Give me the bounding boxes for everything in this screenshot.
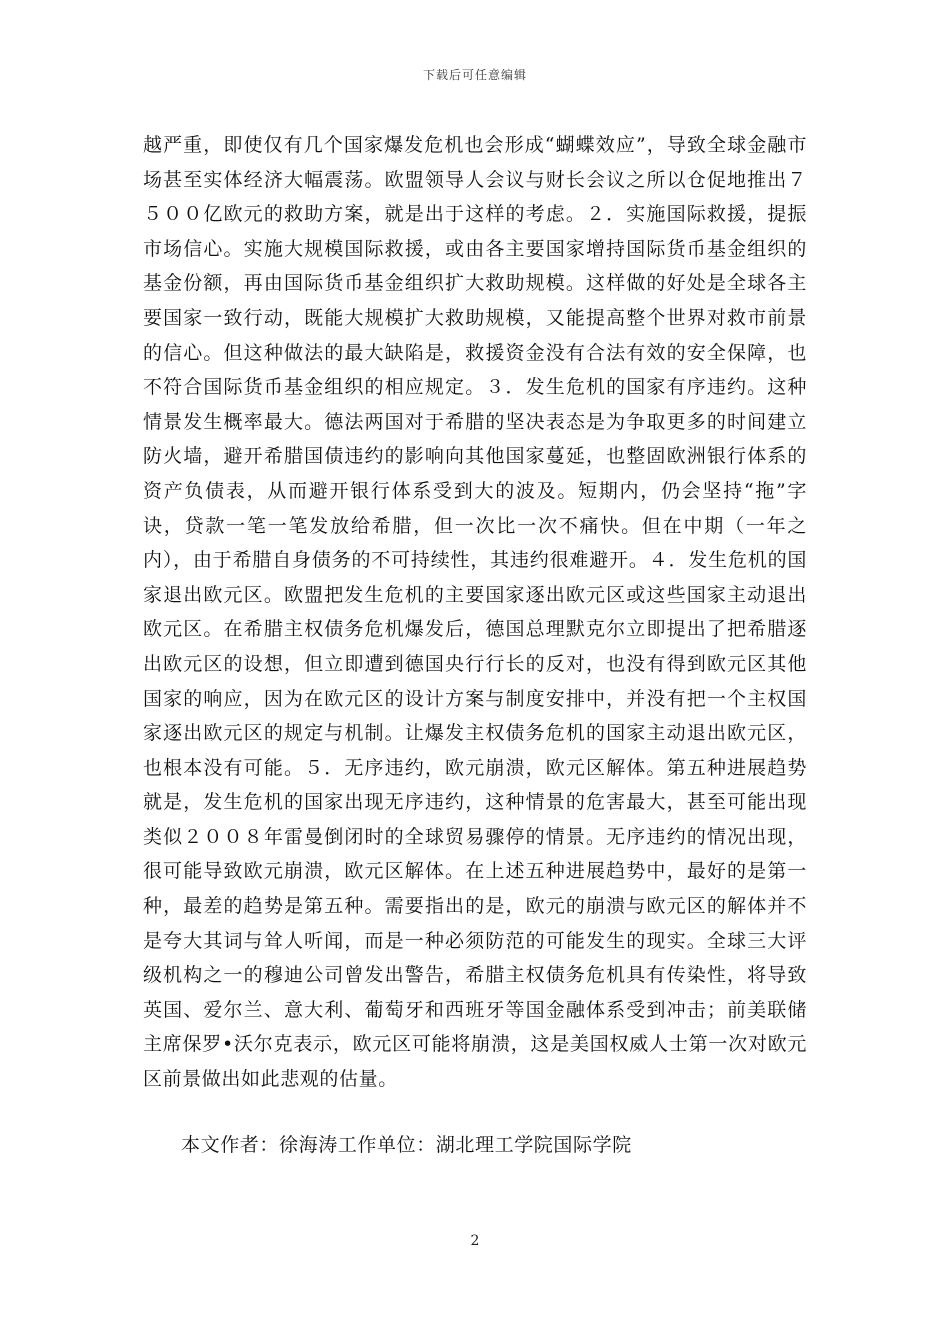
page-header: 下载后可任意编辑: [422, 68, 527, 82]
author-line: 本文作者：徐海涛工作单位：湖北理工学院国际学院: [181, 1134, 632, 1156]
page-number: 2: [470, 1233, 480, 1249]
body-paragraph: 越严重，即使仅有几个国家爆发危机也会形成“蝴蝶效应”，导致全球金融市场甚至实体经济大幅震荡。欧盟领导人会议与财长会议之所以仓促地推出７５００亿欧元的救助方案，就是出于这样的考虑。２．实施国际救援，提振市场信心。实施大规模国际救援，或由各主要国家增持国际货币基金组织的基金份额，再由国际货币基金组织扩大救助规模。这样做的好处是全球各主要国家一致行动，既能大规模扩大救助规模，又能提高整个世界对救市前景的信心。但这种做法的最大缺陷是，救援资金没有合法有效的安全保障，也不符合国际货币基金组织的相应规定。３．发生危机的国家有序违约。这种情景发生概率最大。德法两国对于希腊的坚决表态是为争取更多的时间建立防火墙，避开希腊国债违约的影响向其他国家蔓延，也整固欧洲银行体系的资产负债表，从而避开银行体系受到大的波及。短期内，仍会坚持“拖”字诀，贷款一笔一笔发放给希腊，但一次比一次不痛快。但在中期（一年之内），由于希腊自身债务的不可持续性，其违约很难避开。４．发生危机的国家退出欧元区。欧盟把发生危机的主要国家逐出欧元区或这些国家主动退出欧元区。在希腊主权债务危机爆发后，德国总理默克尔立即提出了把希腊逐出欧元区的设想，但立即遭到德国央行行长的反对，也没有得到欧元区其他国家的响应，因为在欧元区的设计方案与制度安排中，并没有把一个主权国家逐出欧元区的规定与机制。让爆发主权债务危机的国家主动退出欧元区，也根本没有可能。５．无序违约，欧元崩溃，欧元区解体。第五种进展趋势就是，发生危机的国家出现无序违约，这种情景的危害最大，甚至可能出现类似２００８年雷曼倒闭时的全球贸易骤停的情景。无序违约的情况出现，很可能导致欧元崩溃，欧元区解体。在上述五种进展趋势中，最好的是第一种，最差的趋势是第五种。需要指出的是，欧元的崩溃与欧元区的解体并不是夸大其词与耸人听闻，而是一种必须防范的可能发生的现实。全球三大评级机构之一的穆迪公司曾发出警告，希腊主权债务危机具有传染性，将导致英国、爱尔兰、意大利、葡萄牙和西班牙等国金融体系受到冲击；前美联储主席保罗•沃尔克表示，欧元区可能将崩溃，这是美国权威人士第一次对欧元区前景做出如此悲观的估量。: [143, 134, 807, 1091]
